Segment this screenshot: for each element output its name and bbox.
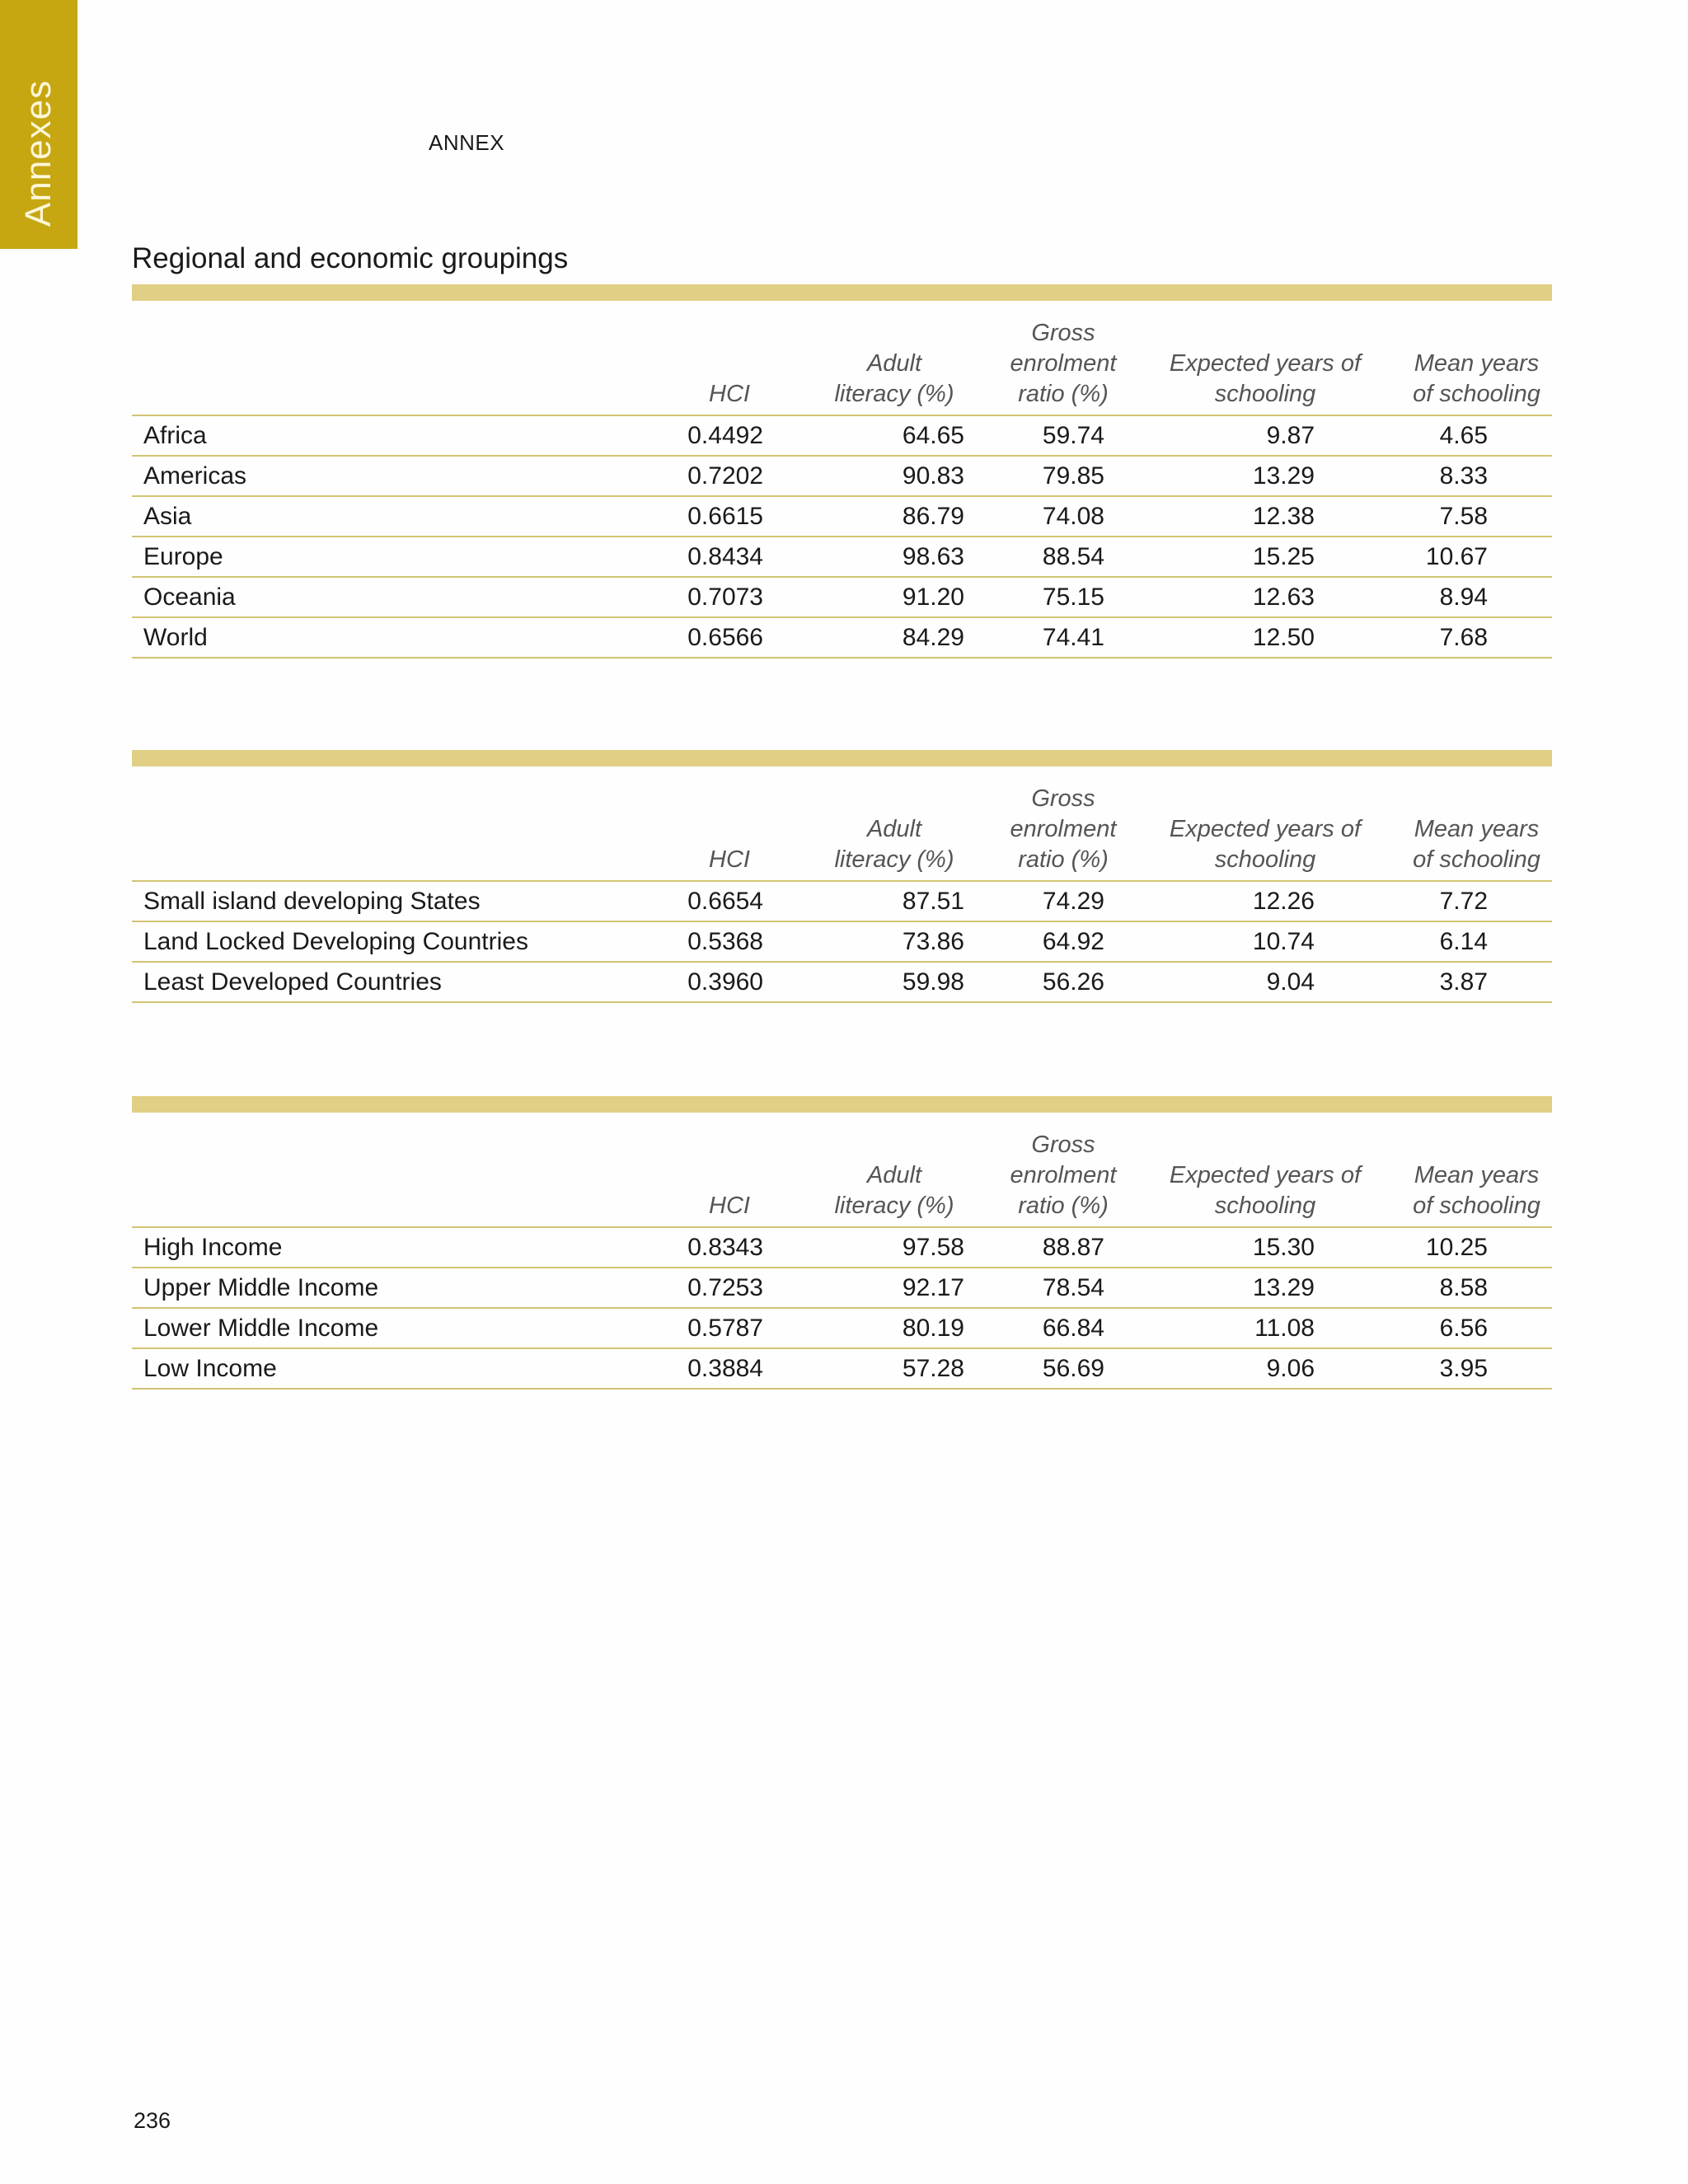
data-cell: 0.7202 [687, 462, 763, 490]
table-row [132, 882, 1552, 922]
table-row [132, 578, 1552, 618]
data-cell: 6.56 [1439, 1314, 1488, 1342]
data-cell: 0.6566 [687, 623, 763, 651]
data-cell: 10.67 [1425, 542, 1488, 570]
data-cell: 9.06 [1266, 1354, 1315, 1382]
column-header-row [132, 1113, 1552, 1228]
data-cell: 0.6615 [687, 502, 763, 530]
table-header-band [132, 750, 1552, 766]
data-cell: 92.17 [902, 1273, 964, 1301]
data-cell: 0.4492 [687, 421, 763, 449]
row-label: Upper Middle Income [143, 1273, 379, 1301]
data-cell: 79.85 [1042, 462, 1104, 490]
data-cell: 15.25 [1252, 542, 1315, 570]
data-cell: 0.6654 [687, 887, 763, 915]
column-header: Mean years of schooling [1413, 816, 1540, 873]
running-header: ANNEX [429, 130, 505, 155]
data-cell: 87.51 [902, 887, 964, 915]
row-label: Oceania [143, 583, 236, 611]
data-cell: 84.29 [902, 623, 964, 651]
table-row [132, 922, 1552, 963]
data-cell: 9.87 [1266, 421, 1315, 449]
data-cell: 74.41 [1042, 623, 1104, 651]
data-cell: 73.86 [902, 927, 964, 955]
data-cell: 56.26 [1042, 968, 1104, 996]
data-cell: 0.5368 [687, 927, 763, 955]
row-label: Small island developing States [143, 887, 481, 915]
data-cell: 7.58 [1439, 502, 1488, 530]
data-cell: 10.25 [1425, 1233, 1488, 1261]
table-row [132, 1228, 1552, 1268]
table-row [132, 537, 1552, 578]
data-cell: 75.15 [1042, 583, 1104, 611]
data-cell: 86.79 [902, 502, 964, 530]
data-cell: 7.72 [1439, 887, 1488, 915]
column-header: Expected years of schooling [1169, 1162, 1362, 1219]
row-label: Land Locked Developing Countries [143, 927, 528, 955]
data-cell: 3.87 [1439, 968, 1488, 996]
data-cell: 12.63 [1252, 583, 1315, 611]
data-cell: 57.28 [902, 1354, 964, 1382]
data-cell: 90.83 [902, 462, 964, 490]
table-row [132, 457, 1552, 497]
row-label: Europe [143, 542, 223, 570]
data-cell: 80.19 [902, 1314, 964, 1342]
data-cell: 97.58 [902, 1233, 964, 1261]
data-cell: 66.84 [1042, 1314, 1104, 1342]
data-cell: 59.74 [1042, 421, 1104, 449]
table-row [132, 618, 1552, 658]
row-label: World [143, 623, 208, 651]
data-cell: 0.7253 [687, 1273, 763, 1301]
table-row [132, 1309, 1552, 1349]
data-cell: 64.92 [1042, 927, 1104, 955]
table-row [132, 1268, 1552, 1309]
data-cell: 0.7073 [687, 583, 763, 611]
table-header-band [132, 1096, 1552, 1113]
data-cell: 91.20 [902, 583, 964, 611]
data-cell: 78.54 [1042, 1273, 1104, 1301]
data-cell: 6.14 [1439, 927, 1488, 955]
column-header: Gross enrolment ratio (%) [1010, 320, 1117, 407]
data-cell: 4.65 [1439, 421, 1488, 449]
data-cell: 64.65 [902, 421, 964, 449]
annexes-side-tab [0, 0, 77, 249]
row-label: Low Income [143, 1354, 277, 1382]
data-cell: 13.29 [1252, 1273, 1315, 1301]
column-header: HCI [709, 1193, 750, 1219]
data-cell: 15.30 [1252, 1233, 1315, 1261]
column-header: Expected years of schooling [1169, 816, 1362, 873]
row-label: Africa [143, 421, 207, 449]
table-row [132, 416, 1552, 457]
row-label: Americas [143, 462, 247, 490]
data-cell: 74.08 [1042, 502, 1104, 530]
table-row [132, 963, 1552, 1003]
regions-table [132, 284, 1552, 658]
data-cell: 0.8343 [687, 1233, 763, 1261]
data-cell: 12.50 [1252, 623, 1315, 651]
data-cell: 74.29 [1042, 887, 1104, 915]
data-cell: 0.3960 [687, 968, 763, 996]
data-cell: 3.95 [1439, 1354, 1488, 1382]
data-cell: 11.08 [1254, 1314, 1315, 1342]
table-header-band [132, 284, 1552, 301]
column-header: HCI [709, 846, 750, 873]
data-cell: 0.5787 [687, 1314, 763, 1342]
column-header: Gross enrolment ratio (%) [1010, 785, 1117, 873]
data-cell: 10.74 [1252, 927, 1315, 955]
data-cell: 59.98 [902, 968, 964, 996]
income-groups-table [132, 1096, 1552, 1390]
data-cell: 98.63 [902, 542, 964, 570]
country-groups-table [132, 750, 1552, 1003]
table-row [132, 1349, 1552, 1390]
column-header: Gross enrolment ratio (%) [1010, 1132, 1117, 1219]
data-cell: 56.69 [1042, 1354, 1104, 1382]
data-cell: 8.58 [1439, 1273, 1488, 1301]
section-title: Regional and economic groupings [132, 242, 569, 274]
data-cell: 8.94 [1439, 583, 1488, 611]
side-tab-label: Annexes [18, 79, 59, 227]
data-cell: 9.04 [1266, 968, 1315, 996]
page-number: 236 [134, 2108, 171, 2133]
row-label: Least Developed Countries [143, 968, 442, 996]
column-header: Mean years of schooling [1413, 1162, 1540, 1219]
row-label: Asia [143, 502, 192, 530]
data-cell: 13.29 [1252, 462, 1315, 490]
column-header: Adult literacy (%) [834, 816, 954, 873]
data-cell: 12.26 [1252, 887, 1315, 915]
data-cell: 12.38 [1252, 502, 1315, 530]
data-cell: 8.33 [1439, 462, 1488, 490]
column-header-row [132, 301, 1552, 416]
column-header: Adult literacy (%) [834, 1162, 954, 1219]
column-header: Mean years of schooling [1413, 350, 1540, 407]
column-header: Expected years of schooling [1169, 350, 1362, 407]
row-label: Lower Middle Income [143, 1314, 379, 1342]
column-header-row [132, 766, 1552, 882]
data-cell: 88.54 [1042, 542, 1104, 570]
data-cell: 7.68 [1439, 623, 1488, 651]
data-cell: 88.87 [1042, 1233, 1104, 1261]
table-row [132, 497, 1552, 537]
column-header: Adult literacy (%) [834, 350, 954, 407]
column-header: HCI [709, 381, 750, 407]
data-cell: 0.8434 [687, 542, 763, 570]
data-cell: 0.3884 [687, 1354, 763, 1382]
row-label: High Income [143, 1233, 283, 1261]
